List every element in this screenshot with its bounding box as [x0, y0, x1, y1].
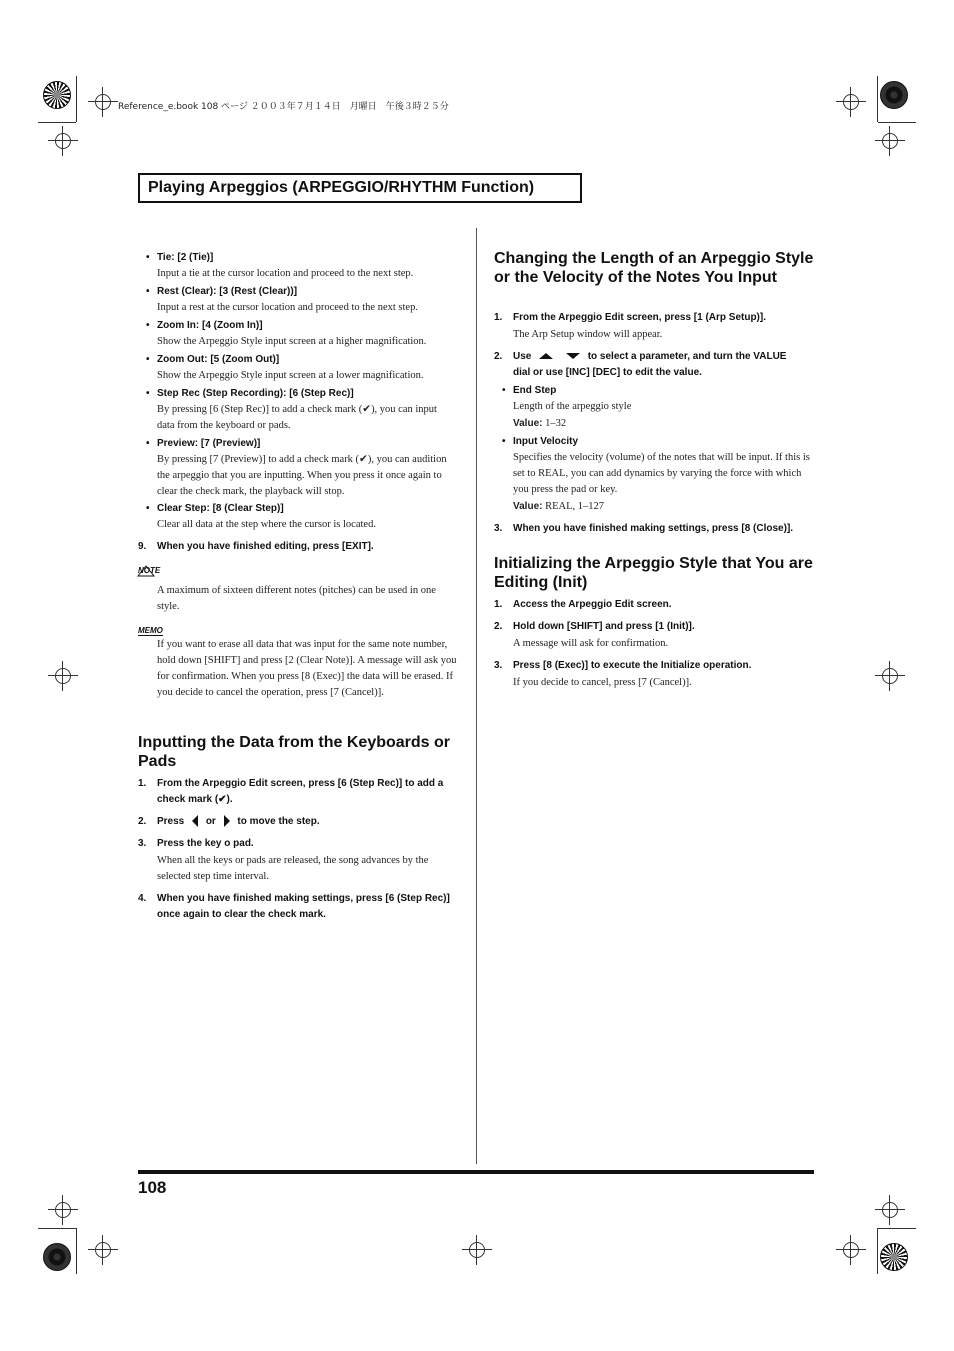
bullet-item: • Zoom In: [4 (Zoom In)] [146, 320, 263, 331]
param-input-velocity-value: Value: REAL, 1–127 [513, 501, 605, 512]
bullet-desc: Show the Arpeggio Style input screen at a lower magnification. [157, 370, 424, 381]
init-step-3: 3. Press [8 (Exec)] to execute the Initialize operation. [494, 660, 752, 671]
bullet-item: • Step Rec (Step Recording): [6 (Step Rec)] [146, 388, 354, 399]
footer-rule [138, 1170, 814, 1174]
right-step-2-line2: dial or use [INC] [DEC] to edit the value. [513, 367, 702, 378]
bullet-desc: Input a rest at the cursor location and proceed to the next step. [157, 302, 418, 313]
param-end-step-value: Value: 1–32 [513, 418, 567, 429]
left-arrow-icon [190, 814, 200, 828]
section-title-changing-length: Changing the Length of an Arpeggio Style or the Velocity of the Notes You Input [494, 250, 814, 286]
bullet-item: • Rest (Clear): [3 (Rest (Clear))] [146, 286, 298, 297]
page-number: 108 [138, 1178, 167, 1197]
bullet-desc: By pressing [6 (Step Rec)] to add a check mark (✔), you can input data from the keyboard or pads. [157, 404, 437, 431]
right-arrow-icon [222, 814, 232, 828]
param-input-velocity: • Input Velocity [502, 436, 579, 447]
registration-target-top-right [880, 81, 908, 109]
param-end-step: • End Step [502, 385, 557, 396]
crosshair-mark [95, 94, 111, 110]
step-4: 4. When you have finished making settings, press [6 (Step Rec)] once again to clear the check mark. [138, 893, 450, 920]
init-step-1: 1. Access the Arpeggio Edit screen. [494, 599, 672, 610]
chapter-title: Playing Arpeggios (ARPEGGIO/RHYTHM Function) [148, 179, 535, 196]
step-2: 2. Press or to move the step. [138, 816, 320, 827]
right-step-3: 3. When you have finished making settings, press [8 (Close)]. [494, 523, 794, 534]
note-icon: NOTE [138, 566, 161, 575]
crosshair-mark [55, 668, 71, 684]
crop-mark [877, 76, 878, 122]
memo-icon: MEMO [138, 626, 163, 635]
crop-mark [878, 1228, 916, 1229]
step-1: 1. From the Arpeggio Edit screen, press [6 (Step Rec)] to add a check mark (✔). [138, 778, 444, 805]
param-input-velocity-desc: Specifies the velocity (volume) of the notes that will be input. If this is set to REAL, you can add dynamics by varying the force with which you press the pad or key. [513, 452, 810, 495]
up-arrow-icon [538, 351, 554, 361]
crosshair-mark [882, 1202, 898, 1218]
file-info-header: Reference_e.book 108 ページ ２００３年７月１４日 月曜日 午後３時２５分 [118, 102, 449, 112]
crop-mark [38, 122, 76, 123]
crosshair-mark [95, 1242, 111, 1258]
down-arrow-icon [565, 351, 581, 361]
crop-mark [38, 1228, 76, 1229]
crosshair-mark [882, 668, 898, 684]
bullet-desc: Show the Arpeggio Style input screen at a higher magnification. [157, 336, 427, 347]
section-title-initializing: Initializing the Arpeggio Style that You are Editing (Init) [494, 555, 813, 591]
bullet-desc: Clear all data at the step where the cursor is located. [157, 519, 376, 530]
right-step-1-desc: The Arp Setup window will appear. [513, 329, 663, 340]
param-end-step-desc: Length of the arpeggio style [513, 401, 632, 412]
bullet-item: • Preview: [7 (Preview)] [146, 438, 261, 449]
right-step-1: 1. From the Arpeggio Edit screen, press [1 (Arp Setup)]. [494, 312, 766, 323]
bullet-item: • Clear Step: [8 (Clear Step)] [146, 503, 284, 514]
init-step-2: 2. Hold down [SHIFT] and press [1 (Init)]. [494, 621, 695, 632]
crop-mark [76, 76, 77, 122]
step-3-desc: When all the keys or pads are released, the song advances by the selected step time interval. [157, 855, 429, 882]
chapter-title-box [138, 173, 582, 203]
crop-mark [76, 1228, 77, 1274]
crosshair-mark [843, 1242, 859, 1258]
crop-mark [878, 122, 916, 123]
crosshair-mark [469, 1242, 485, 1258]
bullet-item: • Zoom Out: [5 (Zoom Out)] [146, 354, 280, 365]
step-9: 9. When you have finished editing, press [EXIT]. [138, 541, 374, 552]
init-step-2-desc: A message will ask for confirmation. [513, 638, 669, 649]
registration-target-bottom-right [880, 1243, 908, 1271]
note-text: A maximum of sixteen different notes (pitches) can be used in one style. [157, 585, 436, 612]
crosshair-mark [843, 94, 859, 110]
registration-target-top-left [43, 81, 71, 109]
crosshair-mark [882, 133, 898, 149]
bullet-desc: By pressing [7 (Preview)] to add a check mark (✔), you can audition the arpeggio that you are inputting. When you press it once again to clear the check mark, the playback will stop. [157, 454, 447, 497]
crosshair-mark [55, 1202, 71, 1218]
crop-mark [877, 1228, 878, 1274]
right-step-2: 2. Use to select a parameter, and turn the VALUE [494, 351, 787, 362]
init-step-3-desc: If you decide to cancel, press [7 (Cancel)]. [513, 677, 692, 688]
section-title-inputting: Inputting the Data from the Keyboards or Pads [138, 734, 451, 770]
column-divider [476, 228, 477, 1164]
memo-text: If you want to erase all data that was input for the same note number, hold down [SHIFT] and press [2 (Clear Note)]. A message will ask you for confirmation. When you press [8 (Exec)] the data will be erased. If you decide to cancel the operation, press [7 (Cancel)]. [157, 639, 457, 698]
bullet-item: • Tie: [2 (Tie)] [146, 252, 214, 263]
registration-target-bottom-left [43, 1243, 71, 1271]
bullet-desc: Input a tie at the cursor location and proceed to the next step. [157, 268, 414, 279]
step-3: 3. Press the key o pad. [138, 838, 254, 849]
crosshair-mark [55, 133, 71, 149]
